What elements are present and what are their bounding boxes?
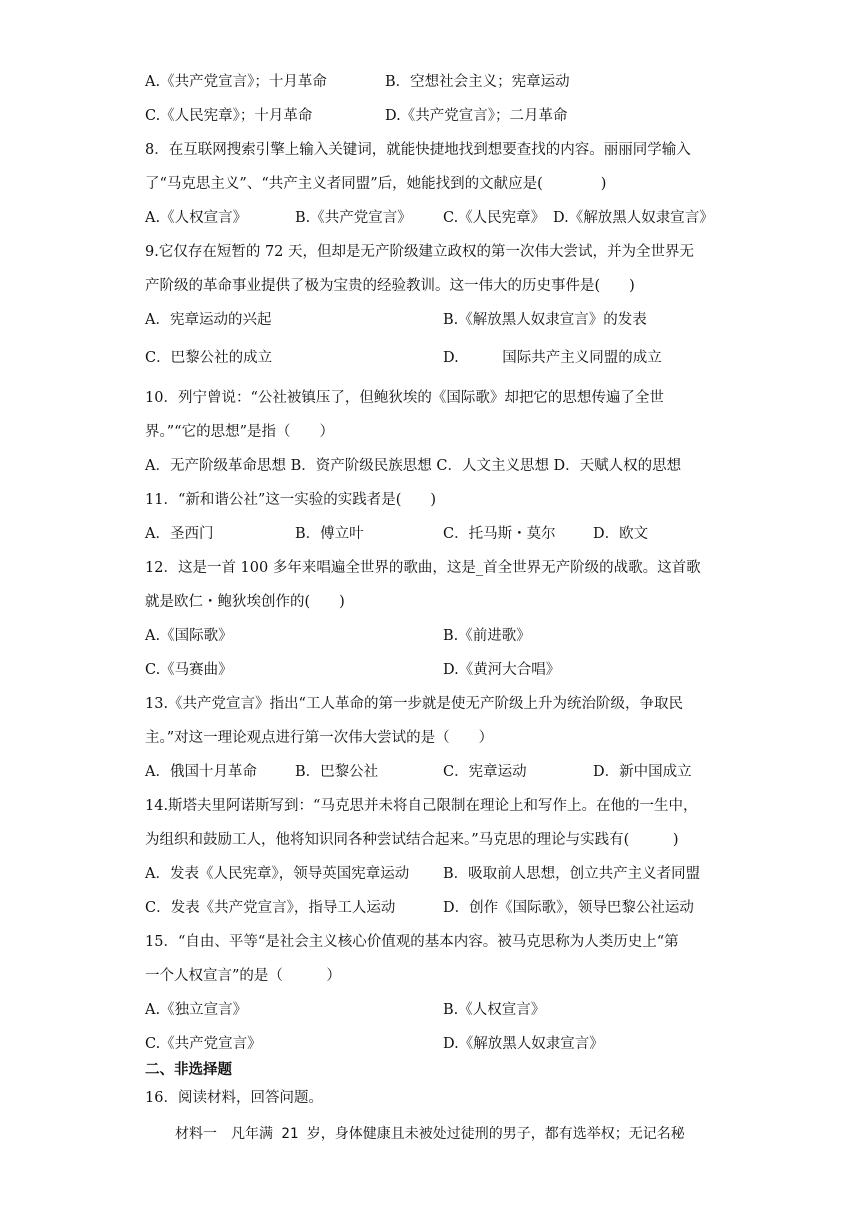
q7-option-c: C.《人民宪章》；十月革命 xyxy=(145,108,313,124)
q10-stem-line-2: 界。”“它的思想”是指（ ） xyxy=(145,424,334,440)
q14-option-a: A．发表《人民宪章》，领导英国宪章运动 xyxy=(145,866,410,882)
q12-option-c: C.《马赛曲》 xyxy=(145,662,233,678)
q13-stem-line-1: 13.《共产党宣言》指出“工人革命的第一步就是使无产阶级上升为统治阶级，争取民 xyxy=(145,696,683,712)
q12-option-b: B.《前进歌》 xyxy=(443,628,531,644)
q10-stem-line-1: 10．列宁曾说：“公社被镇压了，但鲍狄埃的《国际歌》却把它的思想传遍了全世 xyxy=(145,390,664,406)
q11-option-a: A．圣西门 xyxy=(145,526,214,542)
q10-options: A．无产阶级革命思想 B．资产阶级民族思想 C．人文主义思想 D．天赋人权的思想 xyxy=(145,458,682,474)
q13-option-c: C．宪章运动 xyxy=(443,764,527,780)
q14-stem-line-1: 14.斯塔夫里阿诺斯写到：“马克思并未将自己限制在理论上和写作上。在他的一生中， xyxy=(145,798,698,814)
q13-option-a: A．俄国十月革命 xyxy=(145,764,257,780)
q7-option-a: A.《共产党宣言》；十月革命 xyxy=(145,74,327,90)
q15-stem-line-1: 15．“自由、平等“是社会主义核心价值观的基本内容。被马克思称为人类历史上“第 xyxy=(145,934,679,950)
q9-option-d: D. 国际共产主义同盟的成立 xyxy=(443,350,662,366)
q9-stem-line-1: 9.它仅存在短暂的 72 天，但却是无产阶级建立政权的第一次伟大尝试，并为全世界无 xyxy=(145,244,695,260)
q9-stem-line-2: 产阶级的革命事业提供了极为宝贵的经验教训。这一伟大的历史事件是( ) xyxy=(145,278,635,294)
q9-option-a: A．宪章运动的兴起 xyxy=(145,312,272,328)
q9-option-c: C．巴黎公社的成立 xyxy=(145,350,273,366)
q8-stem-line-1: 8．在互联网搜索引擎上输入关键词，就能快捷地找到想要查找的内容。丽丽同学输入 xyxy=(145,142,691,158)
q12-stem-line-2: 就是欧仁・鲍狄埃创作的( ) xyxy=(145,594,345,610)
q8-option-b: B.《共产党宣言》 xyxy=(295,210,412,226)
section-heading: 二、非选择题 xyxy=(145,1062,232,1078)
q13-stem-line-2: 主。”对这一理论观点进行第一次伟大尝试的是（ ） xyxy=(145,730,494,746)
q7-option-b: B．空想社会主义；宪章运动 xyxy=(385,74,570,90)
q11-option-b: B．傅立叶 xyxy=(295,526,364,542)
q14-option-c: C．发表《共产党宣言》，指导工人运动 xyxy=(145,900,396,916)
q16-stem: 16．阅读材料，回答问题。 xyxy=(145,1090,323,1106)
q13-option-b: B．巴黎公社 xyxy=(295,764,379,780)
q8-option-d: D.《解放黑人奴隶宣言》 xyxy=(553,210,714,226)
q14-option-d: D．创作《国际歌》，领导巴黎公社运动 xyxy=(443,900,694,916)
q15-option-c: C.《共产党宣言》 xyxy=(145,1036,262,1052)
q12-option-d: D.《黄河大合唱》 xyxy=(443,662,561,678)
q7-option-d: D.《共产党宣言》；二月革命 xyxy=(385,108,568,124)
q11-option-c: C．托马斯・莫尔 xyxy=(443,526,556,542)
q16-material-1: 材料一 凡年满 21 岁，身体健康且未被处过徒刑的男子，都有选举权；无记名秘 xyxy=(175,1126,685,1142)
q9-option-b: B.《解放黑人奴隶宣言》的发表 xyxy=(443,312,647,328)
q14-option-b: B．吸取前人思想，创立共产主义者同盟 xyxy=(443,866,701,882)
q11-stem: 11．“新和谐公社”这一实验的实践者是( ) xyxy=(145,492,437,508)
q15-stem-line-2: 一个人权宣言”的是（ ） xyxy=(145,968,341,984)
q12-stem-line-1: 12．这是一首 100 多年来唱遍全世界的歌曲，这是_首全世界无产阶级的战歌。这首歌 xyxy=(145,560,701,576)
q15-option-a: A.《独立宣言》 xyxy=(145,1002,248,1018)
q8-option-c: C.《人民宪章》 xyxy=(443,210,546,226)
q15-option-b: B.《人权宣言》 xyxy=(443,1002,546,1018)
q8-stem-line-2: 了“马克思主义”、“共产主义者同盟”后，她能找到的文献应是( ) xyxy=(145,176,607,192)
q15-option-d: D.《解放黑人奴隶宣言》 xyxy=(443,1036,604,1052)
q8-option-a: A.《人权宣言》 xyxy=(145,210,248,226)
q12-option-a: A.《国际歌》 xyxy=(145,628,233,644)
q11-option-d: D．欧文 xyxy=(593,526,649,542)
q14-stem-line-2: 为组织和鼓励工人，他将知识同各种尝试结合起来。”马克思的理论与实践有( ) xyxy=(145,832,679,848)
q13-option-d: D．新中国成立 xyxy=(593,764,692,780)
